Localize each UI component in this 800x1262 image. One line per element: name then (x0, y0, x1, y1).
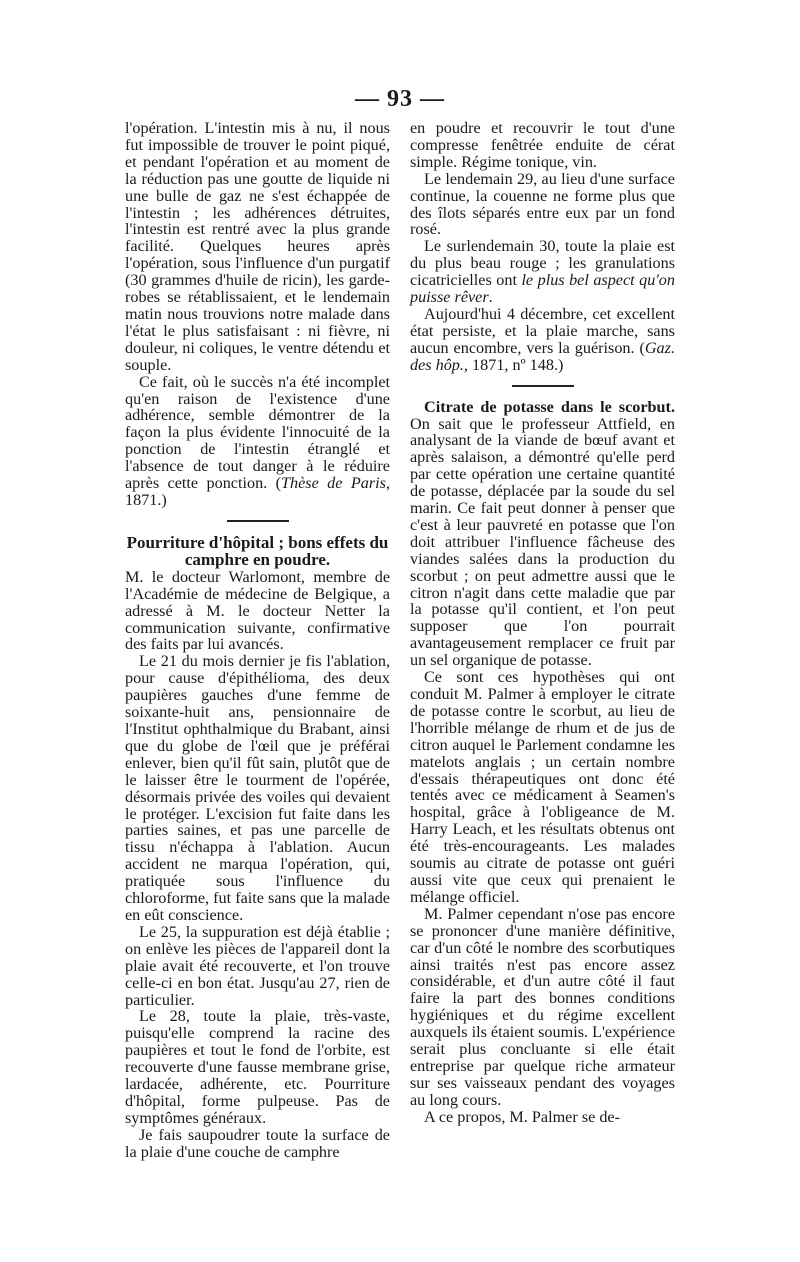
paragraph: Je fais saupoudrer toute la surface de la plaie d'une couche de camphre (125, 1125, 390, 1161)
source-citation: Gaz. des hôp. (410, 338, 675, 374)
section-heading: Pourriture d'hôpital ; bons effets du camphre en poudre. (126, 532, 389, 570)
paragraph (410, 306, 675, 374)
paragraph: M. le docteur Warlomont, membre de l'Académie de médecine de Belgique, a adressé à M. le docteur Netter la communication suivante, confirmative des faits par lui avancés. (125, 567, 390, 654)
paragraph (410, 238, 675, 306)
left-column (125, 120, 390, 1161)
paragraph: l'opération. L'intestin mis à nu, il nous fut impossible de trouver le point piqué, et pendant l'opération et au moment de la réduction pas une goutte de liquide ni une bulle de gaz ne s'est échappée de l'intestin ; les adhérences détruites, l'intestin est rentré avec la plus grande facilité. Quelques heures après l'opération, sous l'influence d'un purgatif (30 grammes d'huile de ricin), les garde-robes se rétablissaient, et le lendemain matin nous trouvions notre malade dans l'état le plus satisfaisant : ni fièvre, ni douleur, ni coliques, le ventre détendu et souple. (125, 119, 390, 374)
paragraph: Le lendemain 29, au lieu d'une surface continue, la couenne ne forme plus que des îlots séparés entre eux par un fond rosé. (410, 169, 675, 239)
source-citation: Thèse de Paris (281, 474, 386, 493)
paragraph: Le 21 du mois dernier je fis l'ablation, pour cause d'épithélioma, des deux paupières gauches d'une femme de soixante-huit ans, pensionnaire de l'Institut ophthalmique du Brabant, ainsi que du globe de l'œil que je préférai enlever, bien qu'il fût sain, plutôt que de le laisser être le tourment de l'opérée, désormais privée des voiles qui devaient le protéger. L'excision fut faite dans les parties saines, et pas une parcelle de tissu n'échappa à l'ablation. Aucun accident ne marqua l'opération, qui, pratiquée sous l'influence du chloroforme, fut faite sans que la malade en eût conscience. (125, 652, 390, 924)
paragraph-text: Ce fait, où le succès n'a été incomplet qu'en raison de l'existence d'une adhérence, semble démontrer de la façon la plus évidente l'innocuité de la ponction de l'intestin étranglé et l'absence de tout danger à le réduire après cette ponction. ( (125, 372, 390, 493)
paragraph-text: Aujourd'hui 4 décembre, cet excellent état persiste, et la plaie marche, sans aucun encombre, vers la guérison. ( (410, 304, 675, 357)
section-separator (512, 385, 574, 387)
page-number: — 93 — (355, 86, 445, 112)
paragraph-text: Le surlendemain 30, toute la plaie est du plus beau rouge ; les granulations cicatricielles ont (410, 237, 675, 290)
paragraph: M. Palmer cependant n'ose pas encore se prononcer d'une manière définitive, car d'un côté le nombre des scorbutiques ainsi traités n'est pas encore assez considérable, et d'un autre côté il faut faire la part des bonnes conditions hygiéniques et du régime excellent auxquels ils étaient soumis. L'expérience serait plus concluante si elle était entreprise par quelque riche armateur sur ses vaisseaux pendant des voyages au long cours. (410, 904, 675, 1109)
paragraph: Le 25, la suppuration est déjà établie ; on enlève les pièces de l'appareil dont la plaie avait été recouverte, et l'on trouve celle-ci en bon état. Jusqu'au 27, rien de particulier. (125, 922, 390, 1009)
paragraph: en poudre et recouvrir le tout d'une compresse fenêtrée enduite de cérat simple. Régime tonique, vin. (410, 119, 675, 171)
section-heading: Citrate de potasse dans le scorbut. (424, 397, 675, 416)
paragraph-text: . (488, 288, 493, 307)
right-column (410, 120, 675, 1126)
paragraph (125, 374, 390, 509)
paragraph (410, 399, 675, 670)
paragraph-text: , 1871.) (125, 474, 390, 509)
paragraph-text: , 1871, nº 148.) (463, 355, 564, 374)
paragraph-text: On sait que le professeur Attfield, en analysant de la viande de bœuf avant et après salaison, a démontré qu'elle perd par cette opération une certaine quantité de potasse, déplacée par la soude du sel marin. Ce fait peut donner à penser que c'est à leur pauvreté en potasse que l'on doit attribuer l'influence fâcheuse des viandes salées dans la production du scorbut ; on peut admettre aussi que le citron n'agit dans cette maladie que par la potasse qu'il contient, et l'on peut supposer que l'on pourrait avantageusement remplacer ce fruit par un sel organique de potasse. (410, 414, 675, 670)
italic-phrase: le plus bel aspect qu'on puisse rêver (410, 271, 675, 307)
paragraph: Ce sont ces hypothèses qui ont conduit M. Palmer à employer le citrate de potasse contre le scorbut, au lieu de l'horrible mélange de rhum et de jus de citron auquel le Parlement condamne les matelots anglais ; un certain nombre d'essais thérapeutiques ont donc été tentés avec ce médicament à Seamen's hospital, grâce à l'obligeance de M. Harry Leach, et les résultats obtenus ont été très-encourageants. Les malades soumis au citrate de potasse ont guéri aussi vite que ceux qui prenaient le mélange officiel. (410, 668, 675, 906)
section-separator (227, 520, 289, 522)
paragraph: A ce propos, M. Palmer se de- (424, 1107, 621, 1126)
paragraph: Le 28, toute la plaie, très-vaste, puisqu'elle comprend la racine des paupières et tout le fond de l'orbite, est recouverte d'une fausse membrane grise, lardacée, adhérente, etc. Pourriture d'hôpital, forme pulpeuse. Pas de symptômes généraux. (125, 1007, 390, 1127)
